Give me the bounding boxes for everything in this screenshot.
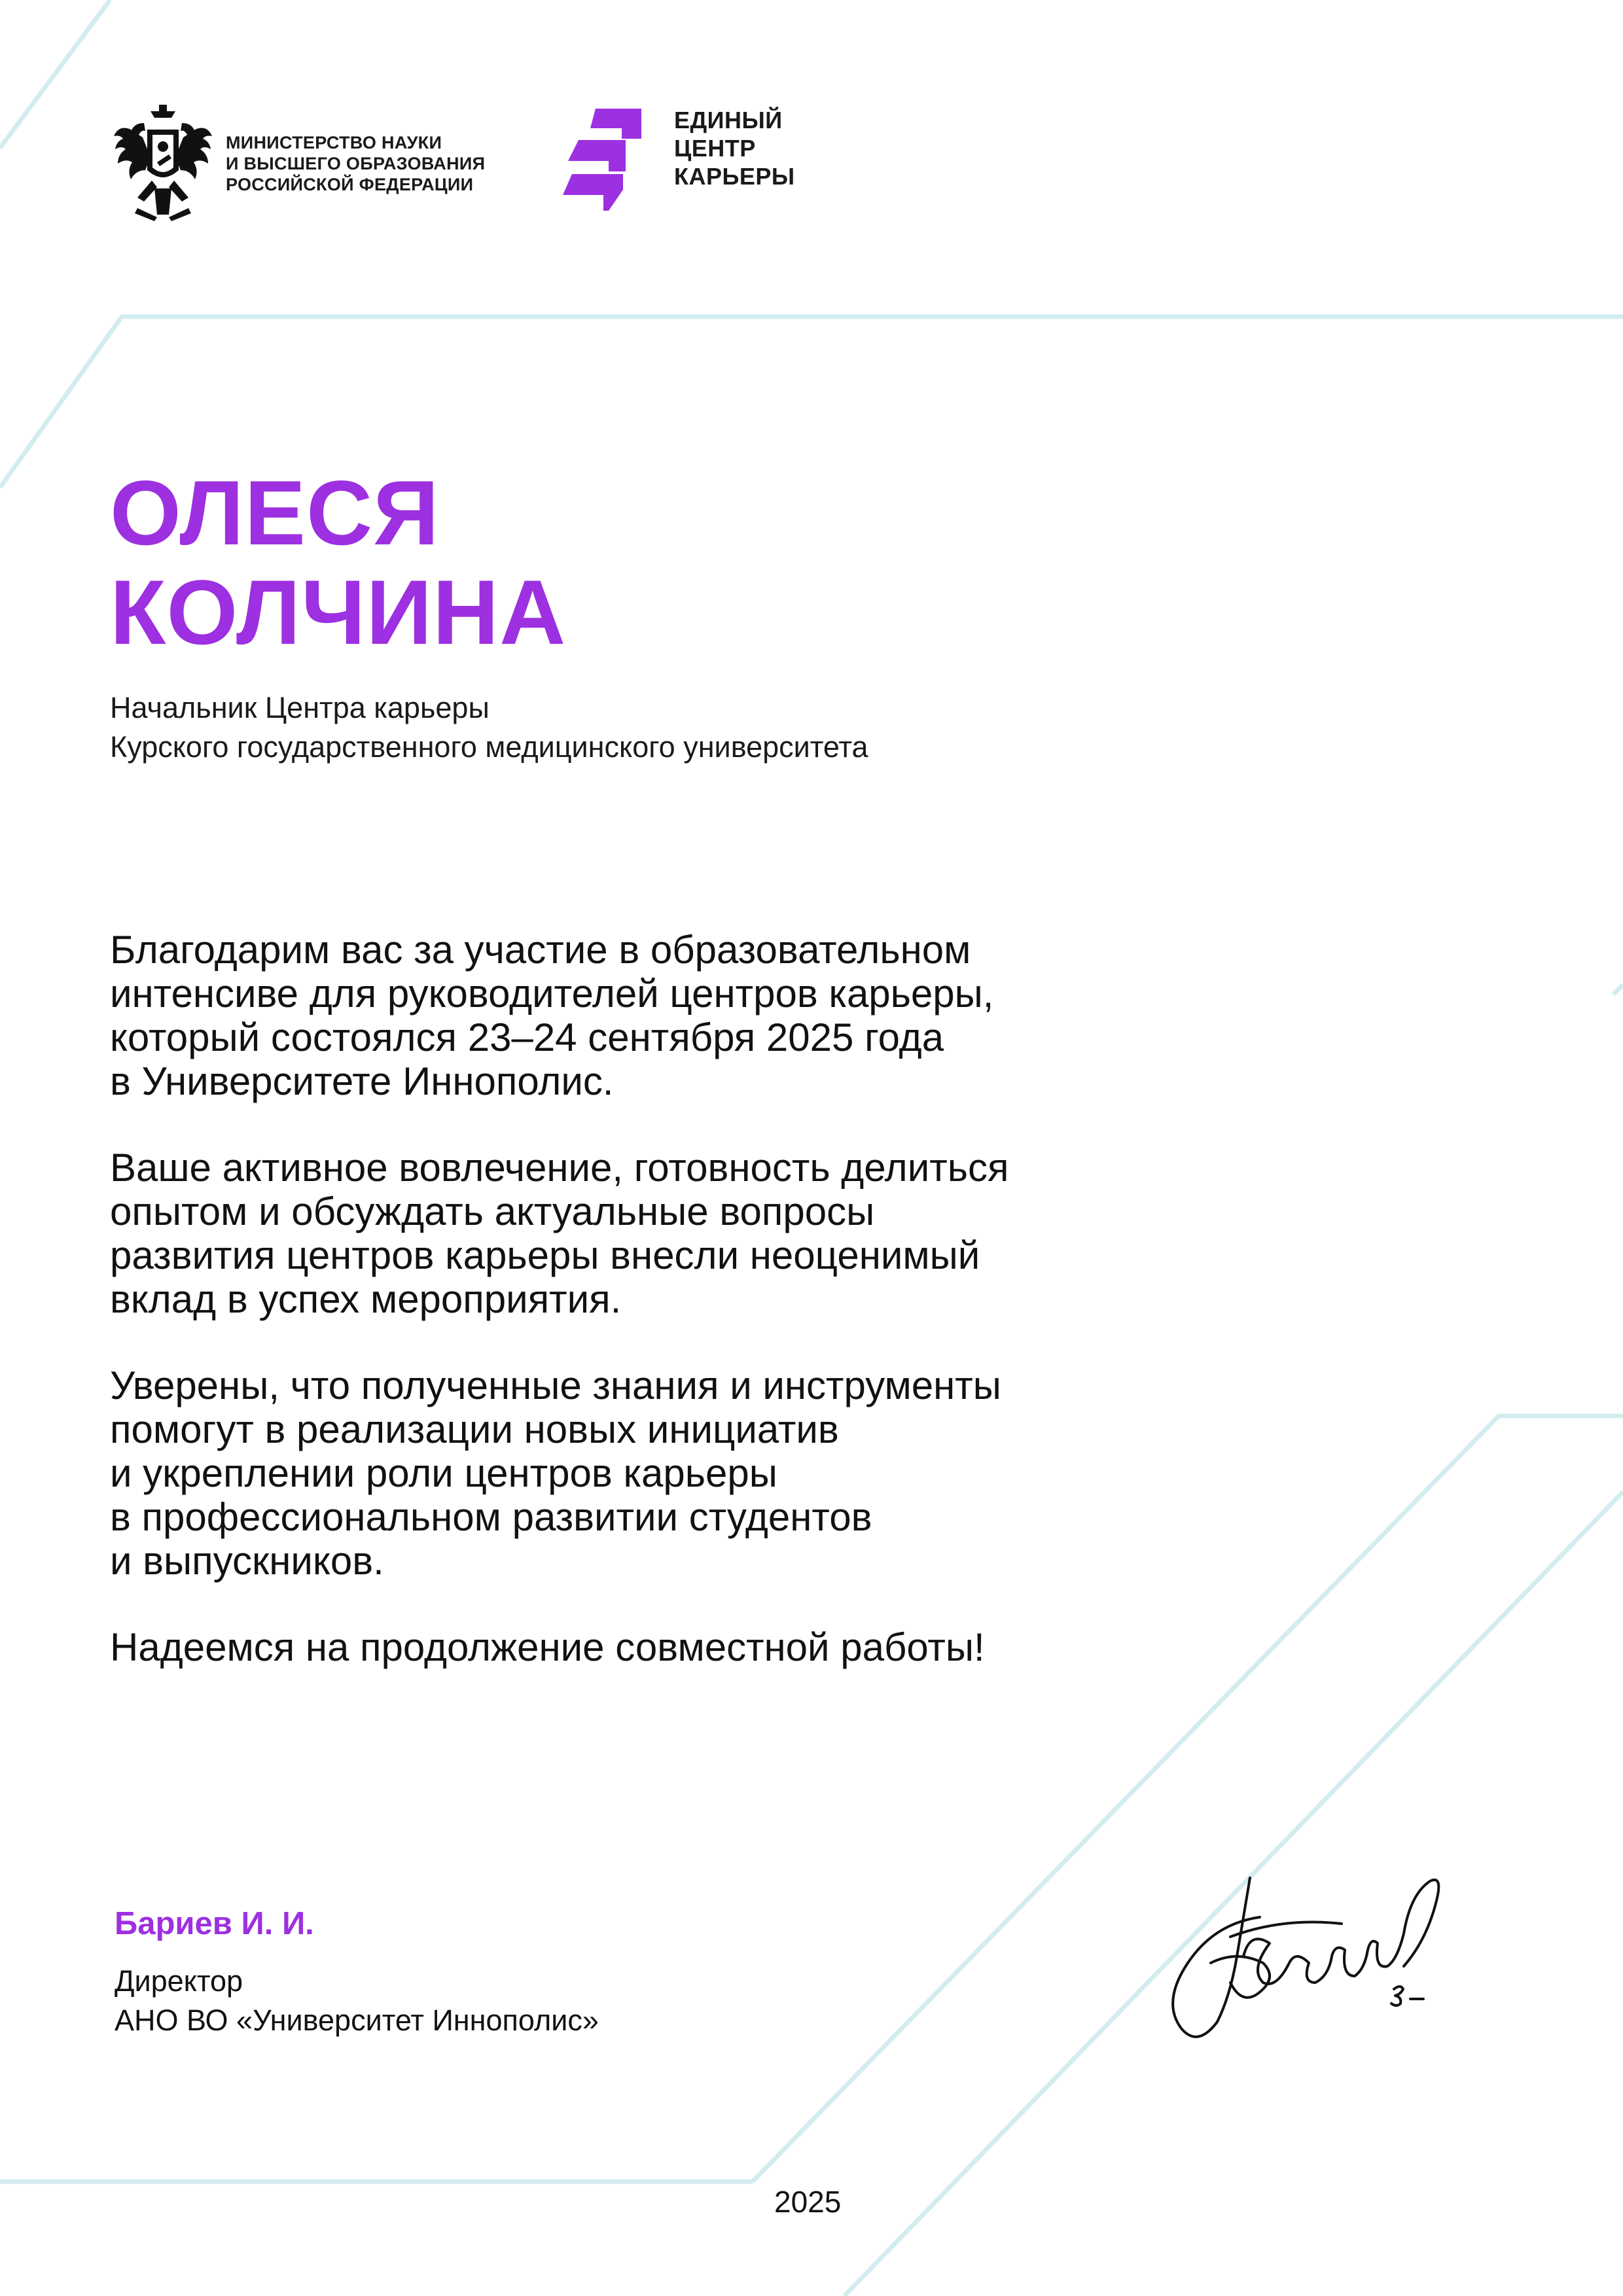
body-line: в профессиональном развитии студентов [110, 1495, 872, 1539]
signer-organization: АНО ВО «Университет Иннополис» [115, 2004, 599, 2037]
career-center-name [674, 106, 795, 190]
career-center-line: КАРЬЕРЫ [674, 163, 795, 190]
letter-body [110, 928, 1222, 1712]
ministry-line: И ВЫСШЕГО ОБРАЗОВАНИЯ [226, 154, 486, 173]
body-line: развития центров карьеры внесли неоценимый [110, 1233, 980, 1277]
handwritten-signature [1171, 1865, 1459, 2061]
paragraph-closing [110, 1625, 1222, 1669]
recipient-first-name: ОЛЕСЯ [110, 461, 440, 564]
career-center-line: ЕДИНЫЙ [674, 107, 783, 133]
ministry-name [226, 132, 485, 195]
body-line: вклад в успех мероприятия. [110, 1277, 622, 1321]
body-line: в Университете Иннополис. [110, 1059, 614, 1103]
body-line: интенсиве для руководителей центров карьеры, [110, 972, 994, 1016]
ministry-line: РОССИЙСКОЙ ФЕДЕРАЦИИ [226, 175, 474, 194]
body-line: который состоялся 23–24 сентября 2025 года [110, 1016, 944, 1059]
body-line: Уверены, что полученные знания и инструменты [110, 1364, 1001, 1407]
ministry-line: МИНИСТЕРСТВО НАУКИ [226, 133, 442, 152]
body-line: Благодарим вас за участие в образовательном [110, 928, 971, 972]
recipient-position [110, 688, 868, 767]
position-line: Начальник Центра карьеры [110, 691, 490, 724]
position-line: Курского государственного медицинского университета [110, 730, 868, 764]
body-line: и выпускников. [110, 1539, 384, 1583]
stepped-stripes-logo-icon [563, 106, 641, 222]
double-headed-eagle-emblem-icon [111, 103, 215, 221]
body-line: опытом и обсуждать актуальные вопросы [110, 1190, 875, 1233]
body-line: Ваше активное вовлечение, готовность делиться [110, 1146, 1009, 1190]
recipient-last-name: КОЛЧИНА [110, 561, 567, 663]
paragraph-confidence [110, 1364, 1222, 1583]
document-year: 2025 [774, 2185, 842, 2219]
body-line: Надеемся на продолжение совместной работы! [110, 1625, 985, 1669]
career-center-line: ЦЕНТР [674, 135, 756, 162]
recipient-name [110, 463, 566, 662]
signer-name: Бариев И. И. [115, 1906, 314, 1941]
signer-title: Директор [115, 1964, 243, 1998]
body-line: помогут в реализации новых инициатив [110, 1407, 839, 1451]
signer-role [115, 1962, 599, 2040]
paragraph-contribution [110, 1146, 1222, 1321]
paragraph-gratitude [110, 928, 1222, 1103]
body-line: и укреплении роли центров карьеры [110, 1451, 777, 1495]
